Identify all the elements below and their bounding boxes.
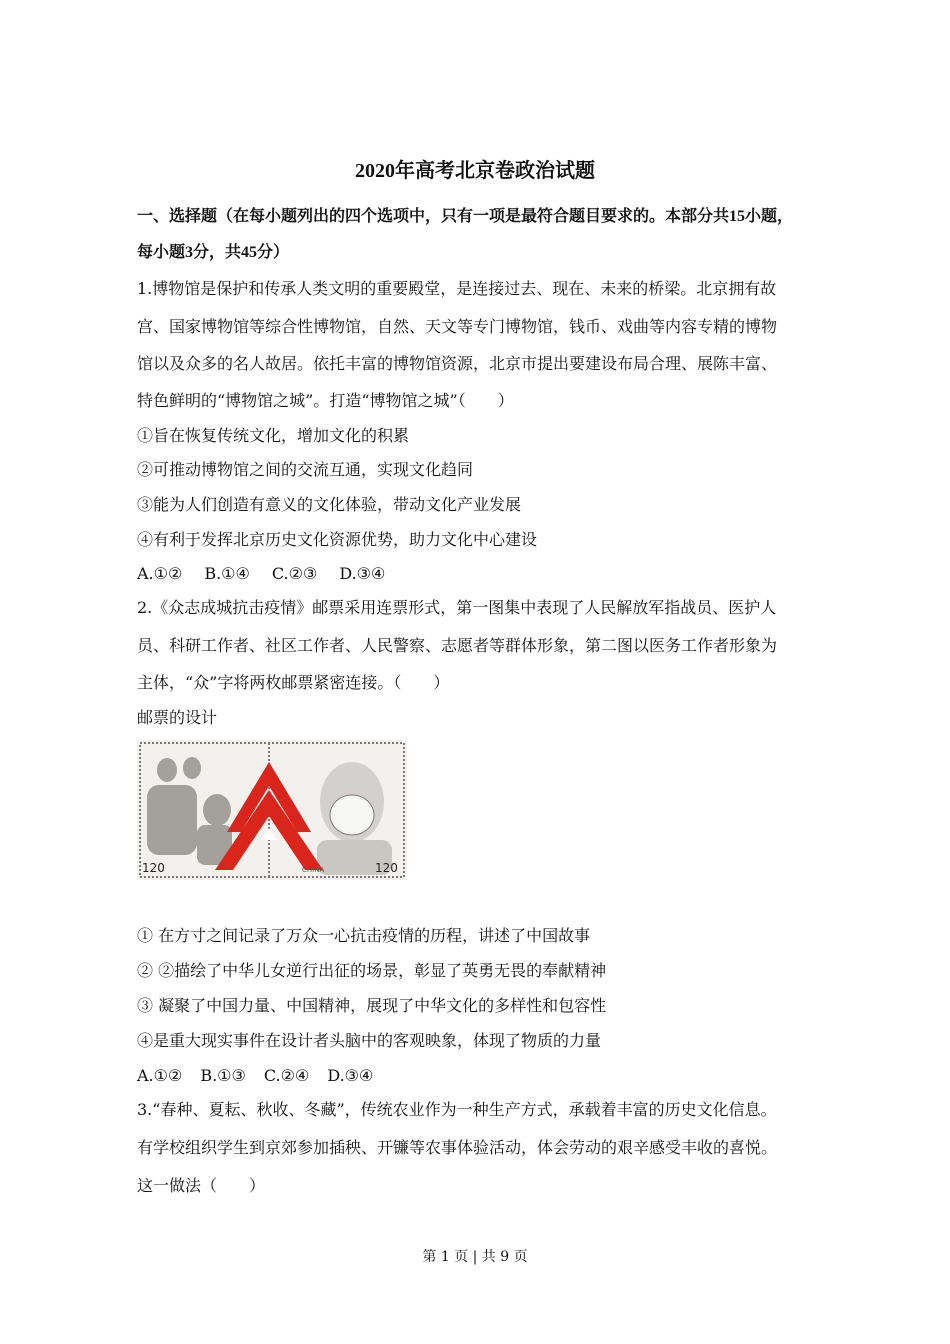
q2-text: 员、科研工作者、社区工作者、人民警察、志愿者等群体形象，第二图以医务工作者形象为: [137, 636, 778, 655]
q1-text: 宫、国家博物馆等综合性博物馆，自然、天文等专门博物馆，钱币、戏曲等内容专精的博物: [137, 317, 778, 336]
q2-item: ④是重大现实事件在设计者头脑中的客观映象，体现了物质的力量: [137, 1031, 602, 1050]
q1-item: ③能为人们创造有意义的文化体验，带动文化产业发展: [137, 495, 522, 514]
q1-item: ②可推动博物馆之间的交流互通，实现文化趋同: [137, 460, 474, 479]
section-heading-cont: 每小题3分，共45分）: [137, 244, 290, 261]
option-a: A.①②: [137, 564, 183, 583]
q2-item: ② ②描绘了中华儿女逆行出征的场景，彰显了英勇无畏的奉献精神: [137, 961, 607, 980]
q1-item: ①旨在恢复传统文化，增加文化的积累: [137, 426, 410, 445]
stamp-country: CHINA: [302, 866, 325, 874]
section-heading: 一、选择题（在每小题列出的四个选项中，只有一项是最符合题目要求的。本部分共15小题，: [137, 208, 794, 225]
option-a: A.①②: [137, 1066, 183, 1085]
option-d: D.③④: [327, 1066, 374, 1085]
q1-text: 馆以及众多的名人故居。依托丰富的博物馆资源，北京市提出要建设布局合理、展陈丰富、: [137, 354, 778, 373]
q1-text: 1.博物馆是保护和传承人类文明的重要殿堂，是连接过去、现在、未来的桥梁。北京拥有故: [137, 279, 777, 298]
document-title: 2020年高考北京卷政治试题: [355, 160, 595, 182]
option-c: C.②③: [271, 564, 318, 583]
stamp-caption: 邮票的设计: [137, 708, 218, 727]
q1-text: 特色鲜明的“博物馆之城”。打造“博物馆之城”（ ）: [137, 391, 514, 410]
q2-item: ① 在方寸之间记录了万众一心抗击疫情的历程，讲述了中国故事: [137, 926, 591, 945]
stamp-value-left: 120: [142, 861, 165, 875]
page-footer: 第 1 页 | 共 9 页: [422, 1249, 528, 1265]
q2-text: 主体，“众”字将两枚邮票紧密连接。（ ）: [137, 673, 450, 692]
stamp-image: [137, 740, 407, 880]
q2-item: ③ 凝聚了中国力量、中国精神，展现了中华文化的多样性和包容性: [137, 996, 607, 1015]
q2-options: [137, 1066, 391, 1086]
q1-item: ④有利于发挥北京历史文化资源优势，助力文化中心建设: [137, 530, 538, 549]
option-b: B.①③: [200, 1066, 246, 1085]
stamp-value-right: 120: [375, 861, 398, 875]
option-d: D.③④: [339, 564, 386, 583]
q3-text: 这一做法（ ）: [137, 1176, 266, 1195]
q3-text: 3.“春种、夏耘、秋收、冬藏”，传统农业作为一种生产方式，承载着丰富的历史文化信息。: [137, 1100, 777, 1119]
q1-options: [137, 564, 407, 584]
option-c: C.②④: [263, 1066, 310, 1085]
q2-text: 2.《众志成城抗击疫情》邮票采用连票形式，第一图集中表现了人民解放军指战员、医护人: [137, 598, 777, 617]
option-b: B.①④: [204, 564, 250, 583]
q3-text: 有学校组织学生到京郊参加插秧、开镰等农事体验活动，体会劳动的艰辛感受丰收的喜悦。: [137, 1138, 778, 1157]
